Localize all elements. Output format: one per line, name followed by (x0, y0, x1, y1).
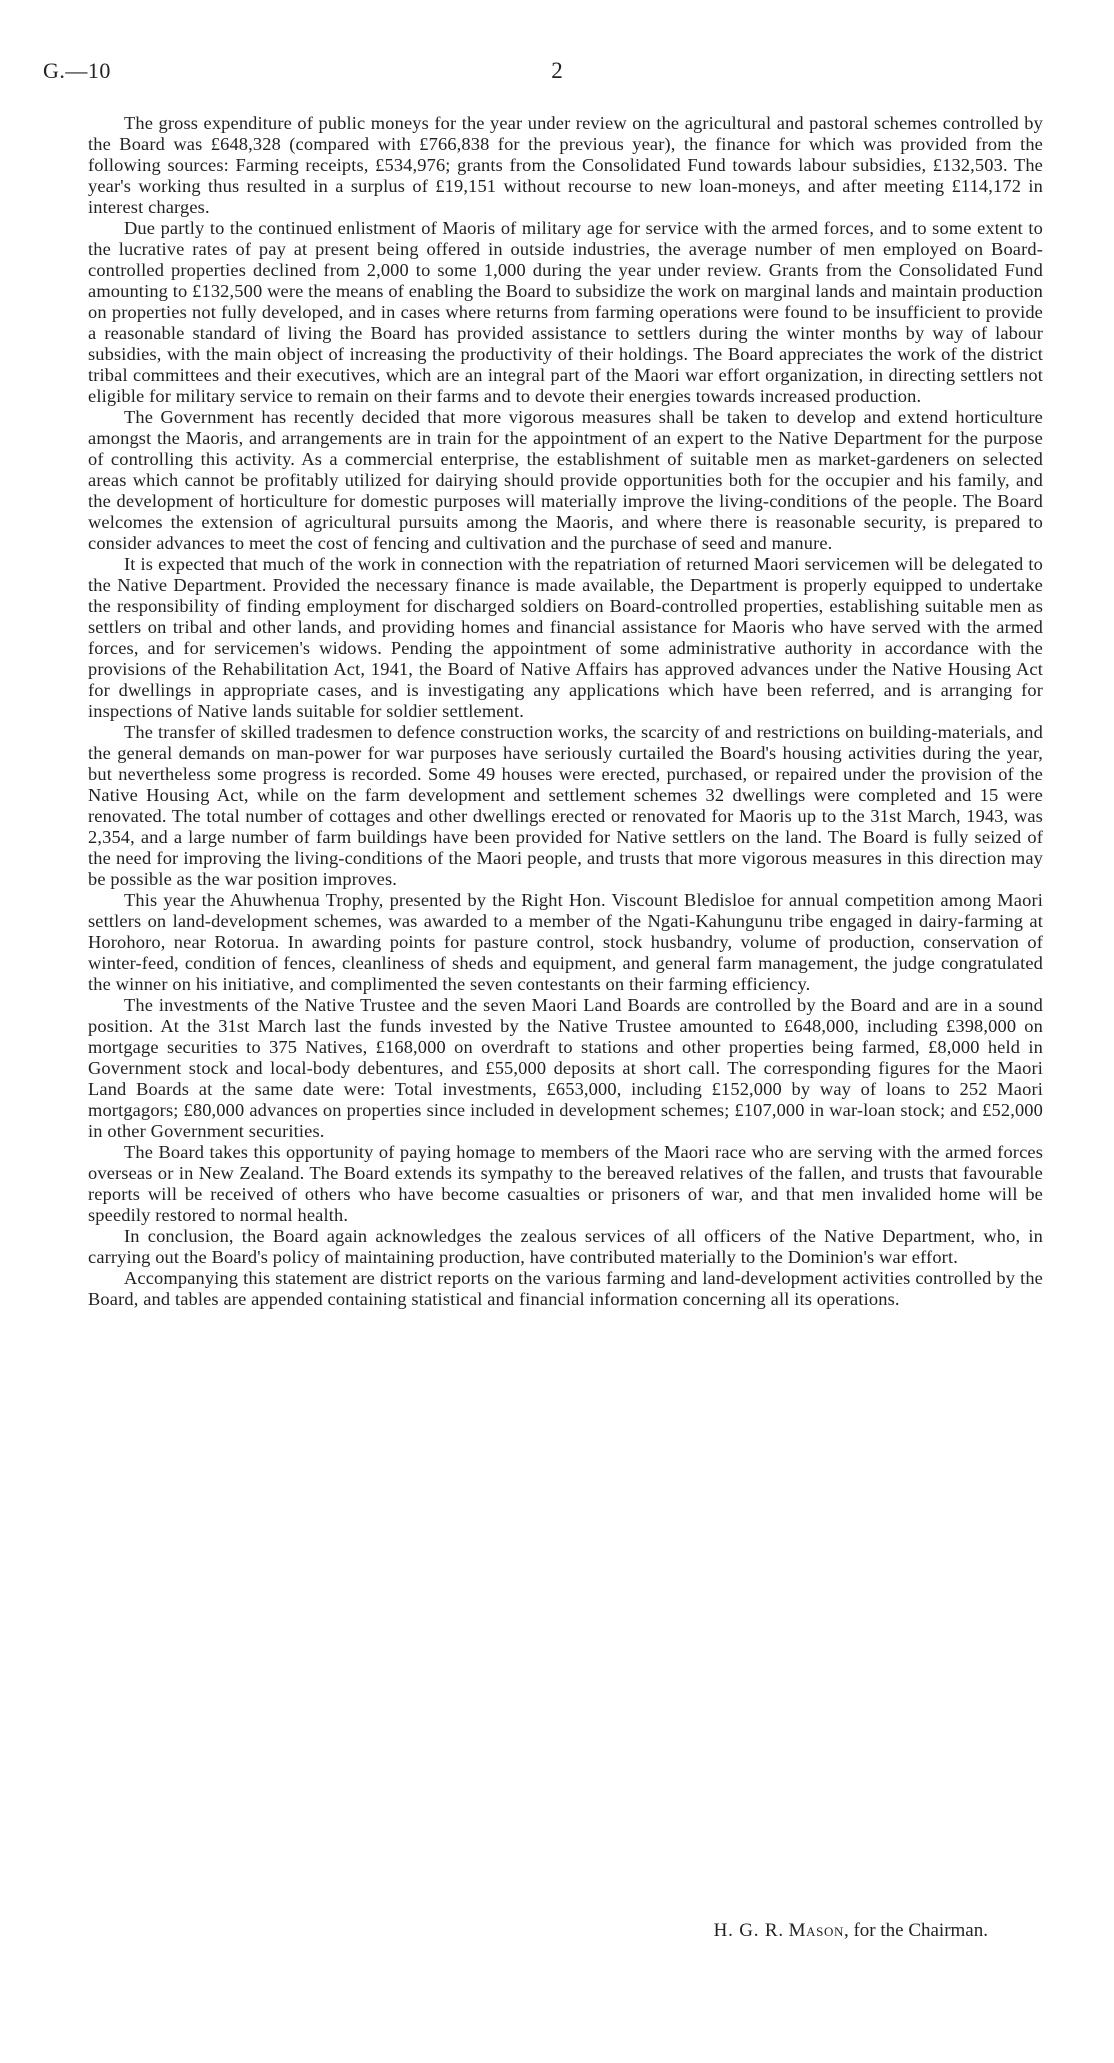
paragraph-conclusion: In conclusion, the Board again acknowledges the zealous services of all officers of the Native Department, who, in carrying out the Board's policy of maintaining production, have contributed materially to the Dominion's war effort. (88, 1226, 1043, 1267)
page-number: 2 (551, 58, 563, 83)
document-code: G.—10 (43, 58, 111, 83)
signatory-initials: H. G. R. (713, 1920, 784, 1941)
paragraph-repatriation: It is expected that much of the work in connection with the repatriation of returned Maori servicemen will be delegated to the Native Department. Provided the necessary finance is made available, the Department is properly equipped to undertake the responsibility of finding employment for discharged soldiers on Board-controlled properties, establishing suitable men as settlers on tribal and other lands, and providing homes and financial assistance for Maoris who have served with the armed forces, and for servicemen's widows. Pending the appointment of some administrative authority in accordance with the provisions of the Rehabilitation Act, 1941, the Board of Native Affairs has approved advances under the Native Housing Act for dwellings in appropriate cases, and is investigating any applications which have been referred, and is arranging for inspections of Native lands suitable for soldier settlement. (88, 554, 1043, 721)
paragraph-employment: Due partly to the continued enlistment of Maoris of military age for service with the armed forces, and to some extent to the lucrative rates of pay at present being offered in outside industries, the average number of men employed on Board-controlled properties declined from 2,000 to some 1,000 during the year under review. Grants from the Consolidated Fund amounting to £132,500 were the means of enabling the Board to subsidize the work on marginal lands and maintain production on properties not fully developed, and in cases where returns from farming operations were found to be insufficient to provide a reasonable standard of living the Board has provided assistance to settlers during the winter months by way of labour subsidies, with the main object of increasing the productivity of their holdings. The Board appreciates the work of the district tribal committees and their executives, which are an integral part of the Maori war effort organization, in directing settlers not eligible for military service to remain on their farms and to devote their energies towards increased production. (88, 218, 1043, 406)
signatory-surname: Mason (788, 1920, 844, 1941)
paragraph-investments: The investments of the Native Trustee and the seven Maori Land Boards are controlled by the Board and are in a sound position. At the 31st March last the funds invested by the Native Trustee amounted to £648,000, including £398,000 on mortgage securities to 375 Natives, £168,000 on overdraft to stations and other properties being farmed, £8,000 held in Government stock and local-body debentures, and £55,000 deposits at short call. The corresponding figures for the Maori Land Boards at the same date were: Total investments, £653,000, including £152,000 by way of loans to 252 Maori mortgagors; £80,000 advances on properties since included in development schemes; £107,000 in war-loan stock; and £52,000 in other Government securities. (88, 995, 1043, 1141)
paragraph-ahuwhenua-trophy: This year the Ahuwhenua Trophy, presented by the Right Hon. Viscount Bledisloe for annual competition among Maori settlers on land-development schemes, was awarded to a member of the Ngati-Kahungunu tribe engaged in dairy-farming at Horohoro, near Rotorua. In awarding points for pasture control, stock husbandry, volume of production, conservation of winter-feed, condition of fences, cleanliness of sheds and equipment, and general farm management, the judge congratulated the winner on his initiative, and complimented the seven contestants on their farming efficiency. (88, 890, 1043, 994)
signatory-role: , for the Chairman. (843, 1920, 988, 1941)
paragraph-horticulture: The Government has recently decided that more vigorous measures shall be taken to develop and extend horticulture amongst the Maoris, and arrangements are in train for the appointment of an expert to the Native Department for the purpose of controlling this activity. As a commercial enterprise, the establishment of suitable men as market-gardeners on selected areas which cannot be profitably utilized for dairying should provide opportunities both for the occupier and his family, and the development of horticulture for domestic purposes will materially improve the living-conditions of the people. The Board welcomes the extension of agricultural pursuits among the Maoris, and where there is reasonable security, is prepared to consider advances to meet the cost of fencing and cultivation and the purchase of seed and manure. (88, 407, 1043, 553)
paragraph-accompanying: Accompanying this statement are district reports on the various farming and land-development activities controlled by the Board, and tables are appended containing statistical and financial information concerning all its operations. (88, 1268, 1043, 1309)
paragraph-expenditure: The gross expenditure of public moneys for the year under review on the agricultural and pastoral schemes controlled by the Board was £648,328 (compared with £766,838 for the previous year), the finance for which was provided from the following sources: Farming receipts, £534,976; grants from the Consolidated Fund towards labour subsidies, £132,503. The year's working thus resulted in a surplus of £19,151 without recourse to new loan-moneys, and after meeting £114,172 in interest charges. (88, 113, 1043, 217)
signature-line (88, 1920, 988, 1942)
page-header (43, 58, 1071, 92)
paragraph-housing: The transfer of skilled tradesmen to defence construction works, the scarcity of and restrictions on building-materials, and the general demands on man-power for war purposes have seriously curtailed the Board's housing activities during the year, but nevertheless some progress is recorded. Some 49 houses were erected, purchased, or repaired under the provision of the Native Housing Act, while on the farm development and settlement schemes 32 dwellings were completed and 15 were renovated. The total number of cottages and other dwellings erected or renovated for Maoris up to the 31st March, 1943, was 2,354, and a large number of farm buildings have been provided for Native settlers on the land. The Board is fully seized of the need for improving the living-conditions of the Maori people, and trusts that more vigorous measures in this direction may be possible as the war position improves. (88, 722, 1043, 889)
report-body (88, 113, 1043, 1310)
paragraph-homage: The Board takes this opportunity of paying homage to members of the Maori race who are serving with the armed forces overseas or in New Zealand. The Board extends its sympathy to the bereaved relatives of the fallen, and trusts that favourable reports will be received of others who have become casualties or prisoners of war, and that men invalided home will be speedily restored to normal health. (88, 1142, 1043, 1225)
